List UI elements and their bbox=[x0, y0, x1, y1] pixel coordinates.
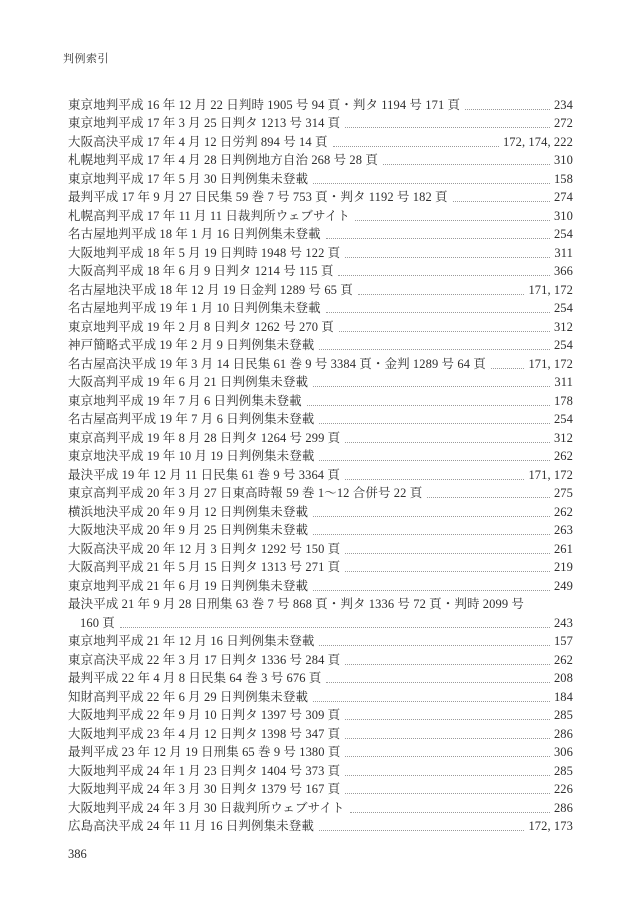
index-entry-row bbox=[68, 687, 573, 706]
entry-page-refs: 311 bbox=[554, 245, 573, 260]
entry-page-refs: 285 bbox=[553, 708, 573, 722]
entry-page-refs: 311 bbox=[554, 375, 573, 389]
index-entry-row bbox=[68, 95, 573, 114]
dot-leader bbox=[313, 386, 550, 387]
entry-page-refs: 262 bbox=[553, 449, 573, 463]
entry-citation: 東京高判平成 20 年 3 月 27 日東高時報 59 巻 1～12 合併号 22 頁 bbox=[68, 486, 423, 500]
index-entry-row bbox=[68, 465, 573, 484]
entry-page-refs: 171, 172 bbox=[528, 356, 573, 371]
index-entry-row bbox=[68, 576, 573, 595]
dot-leader bbox=[453, 201, 550, 202]
entry-page-refs: 171, 172 bbox=[528, 282, 573, 297]
entry-page-refs: 254 bbox=[553, 338, 573, 352]
entry-citation: 最決平成 21 年 9 月 28 日刑集 63 巻 7 号 868 頁・判タ 1336 号 72 頁・判時 2099 号 bbox=[68, 597, 525, 611]
entry-citation: 大阪高判平成 21 年 5 月 15 日判タ 1313 号 271 頁 bbox=[68, 560, 341, 574]
dot-leader bbox=[345, 775, 550, 776]
entry-citation: 名古屋地判平成 18 年 1 月 16 日判例集未登載 bbox=[68, 227, 321, 241]
entry-citation: 知財高判平成 22 年 6 月 29 日判例集未登載 bbox=[68, 689, 309, 704]
index-entry-row bbox=[68, 114, 573, 133]
dot-leader bbox=[345, 756, 549, 757]
entry-page-refs: 172, 174, 222 bbox=[502, 134, 573, 149]
entry-citation: 大阪地判平成 22 年 9 月 10 日判タ 1397 号 309 頁 bbox=[68, 708, 341, 722]
entry-citation: 東京地判平成 16 年 12 月 22 日判時 1905 号 94 頁・判タ 1194 号 171 頁 bbox=[68, 97, 461, 112]
index-entry-row bbox=[68, 188, 573, 207]
dot-leader bbox=[345, 719, 550, 720]
entry-page-refs: 208 bbox=[553, 671, 573, 685]
entry-page-refs: 249 bbox=[553, 578, 573, 593]
entry-citation: 横浜地決平成 20 年 9 月 12 日判例集未登載 bbox=[68, 504, 309, 519]
dot-leader bbox=[345, 442, 550, 443]
entry-page-refs: 275 bbox=[553, 486, 573, 500]
dot-leader bbox=[319, 349, 550, 350]
entry-page-refs: 243 bbox=[553, 615, 573, 630]
index-entry-row bbox=[68, 632, 573, 651]
dot-leader bbox=[319, 830, 524, 831]
dot-leader bbox=[345, 664, 550, 665]
index-entry-row bbox=[68, 299, 573, 318]
dot-leader bbox=[319, 645, 549, 646]
entry-page-refs: 226 bbox=[553, 782, 573, 796]
entry-page-refs: 178 bbox=[553, 393, 573, 408]
entry-page-refs: 285 bbox=[553, 763, 573, 778]
dot-leader bbox=[345, 553, 550, 554]
entry-citation: 大阪地判平成 24 年 3 月 30 日裁判所ウェブサイト bbox=[68, 800, 345, 815]
index-entry-row bbox=[68, 151, 573, 170]
index-entry-row bbox=[68, 558, 573, 577]
index-entry-row bbox=[68, 391, 573, 410]
dot-leader bbox=[358, 294, 525, 295]
entry-citation: 最決平成 19 年 12 月 11 日民集 61 巻 9 号 3364 頁 bbox=[68, 467, 340, 482]
index-entry-row bbox=[68, 373, 573, 392]
index-entry-row bbox=[68, 595, 573, 614]
entry-page-refs: 272 bbox=[553, 116, 573, 130]
dot-leader bbox=[383, 164, 550, 165]
index-entry-row bbox=[68, 354, 573, 373]
dot-leader bbox=[326, 682, 550, 683]
entry-citation: 大阪高決平成 20 年 12 月 3 日判タ 1292 号 150 頁 bbox=[68, 541, 341, 556]
index-entry-row bbox=[68, 761, 573, 780]
entry-page-refs: 254 bbox=[553, 301, 573, 315]
entry-citation: 名古屋高判平成 19 年 7 月 6 日判例集未登載 bbox=[68, 412, 315, 426]
entry-citation: 東京地判平成 21 年 6 月 19 日判例集未登載 bbox=[68, 578, 309, 593]
entry-citation: 最判平成 22 年 4 月 8 日民集 64 巻 3 号 676 頁 bbox=[68, 671, 322, 685]
entry-page-refs: 310 bbox=[553, 153, 573, 167]
entry-citation: 最判平成 23 年 12 月 19 日刑集 65 巻 9 号 1380 頁 bbox=[68, 745, 341, 759]
entry-citation: 東京高決平成 22 年 3 月 17 日判タ 1336 号 284 頁 bbox=[68, 652, 341, 667]
entry-citation: 東京地判平成 19 年 2 月 8 日判タ 1262 号 270 頁 bbox=[68, 319, 334, 334]
index-entry-row bbox=[68, 706, 573, 725]
entry-citation: 東京地判平成 19 年 7 月 6 日判例集未登載 bbox=[68, 393, 302, 408]
dot-leader bbox=[345, 738, 550, 739]
dot-leader bbox=[326, 312, 550, 313]
entry-citation: 大阪高決平成 17 年 4 月 12 日労判 894 号 14 頁 bbox=[68, 134, 328, 149]
index-entry-row bbox=[68, 336, 573, 355]
entry-citation: 東京地判平成 17 年 3 月 25 日判タ 1213 号 314 頁 bbox=[68, 116, 341, 130]
dot-leader bbox=[319, 460, 549, 461]
entry-citation: 大阪地決平成 20 年 9 月 25 日判例集未登載 bbox=[68, 523, 309, 537]
dot-leader bbox=[120, 627, 550, 628]
entry-citation: 最判平成 17 年 9 月 27 日民集 59 巻 7 号 753 頁・判タ 1192 号 182 頁 bbox=[68, 190, 448, 204]
index-entry-row bbox=[68, 280, 573, 299]
dot-leader bbox=[345, 479, 524, 480]
entry-page-refs: 172, 173 bbox=[528, 819, 573, 833]
index-entry-row bbox=[68, 262, 573, 281]
entry-page-refs: 312 bbox=[553, 319, 573, 334]
index-entry-row bbox=[68, 447, 573, 466]
entry-citation: 大阪地判平成 24 年 1 月 23 日判タ 1404 号 373 頁 bbox=[68, 763, 341, 778]
dot-leader bbox=[338, 275, 550, 276]
running-head: 判例索引 bbox=[63, 53, 109, 65]
entry-citation: 東京地決平成 19 年 10 月 19 日判例集未登載 bbox=[68, 449, 315, 463]
index-entry-row bbox=[68, 206, 573, 225]
index-entry-row bbox=[68, 225, 573, 244]
dot-leader bbox=[313, 516, 550, 517]
entry-citation: 札幌地判平成 17 年 4 月 28 日判例地方自治 268 号 28 頁 bbox=[68, 153, 378, 167]
index-entry-row bbox=[68, 502, 573, 521]
entry-citation: 名古屋地決平成 18 年 12 月 19 日金判 1289 号 65 頁 bbox=[68, 282, 353, 297]
dot-leader bbox=[339, 331, 550, 332]
entry-citation: 広島高決平成 24 年 11 月 16 日判例集未登載 bbox=[68, 819, 314, 833]
entry-page-refs: 286 bbox=[553, 726, 573, 741]
entry-page-refs: 262 bbox=[553, 504, 573, 519]
index-entry-row bbox=[68, 817, 573, 836]
dot-leader bbox=[319, 423, 550, 424]
entry-page-refs: 262 bbox=[553, 652, 573, 667]
entry-page-refs: 286 bbox=[553, 800, 573, 815]
index-entry-row bbox=[68, 650, 573, 669]
entry-citation: 大阪地判平成 24 年 3 月 30 日判タ 1379 号 167 頁 bbox=[68, 782, 341, 796]
dot-leader bbox=[345, 793, 550, 794]
dot-leader bbox=[491, 368, 525, 369]
entry-citation: 大阪地判平成 18 年 5 月 19 日判時 1948 号 122 頁 bbox=[68, 245, 341, 260]
entry-page-refs: 158 bbox=[553, 171, 573, 186]
dot-leader bbox=[313, 534, 550, 535]
dot-leader bbox=[350, 812, 550, 813]
dot-leader bbox=[313, 701, 550, 702]
entry-page-refs: 263 bbox=[553, 523, 573, 537]
case-index-list bbox=[68, 95, 573, 835]
entry-citation: 東京地判平成 17 年 5 月 30 日判例集未登載 bbox=[68, 171, 309, 186]
entry-citation: 東京地判平成 21 年 12 月 16 日判例集未登載 bbox=[68, 634, 315, 648]
entry-citation: 大阪地判平成 23 年 4 月 12 日判タ 1398 号 347 頁 bbox=[68, 726, 341, 741]
entry-page-refs: 219 bbox=[553, 560, 573, 574]
entry-citation: 大阪高判平成 19 年 6 月 21 日判例集未登載 bbox=[68, 375, 309, 389]
dot-leader bbox=[313, 183, 550, 184]
index-entry-row bbox=[68, 410, 573, 429]
dot-leader bbox=[345, 257, 550, 258]
dot-leader bbox=[313, 590, 550, 591]
entry-page-refs: 261 bbox=[553, 541, 573, 556]
entry-citation: 名古屋地判平成 19 年 1 月 10 日判例集未登載 bbox=[68, 301, 321, 315]
index-entry-row bbox=[68, 798, 573, 817]
index-entry-row bbox=[68, 780, 573, 799]
entry-citation: 札幌高判平成 17 年 11 月 11 日裁判所ウェブサイト bbox=[68, 208, 350, 223]
entry-citation: 160 頁 bbox=[80, 615, 115, 630]
index-entry-row bbox=[68, 613, 573, 632]
index-entry-row bbox=[68, 743, 573, 762]
entry-page-refs: 254 bbox=[553, 227, 573, 241]
entry-citation: 名古屋高決平成 19 年 3 月 14 日民集 61 巻 9 号 3384 頁・金判 1289 号 64 頁 bbox=[68, 356, 486, 371]
index-entry-row bbox=[68, 132, 573, 151]
index-entry-row bbox=[68, 169, 573, 188]
dot-leader bbox=[427, 497, 550, 498]
dot-leader bbox=[326, 238, 550, 239]
index-entry-row bbox=[68, 539, 573, 558]
dot-leader bbox=[307, 405, 550, 406]
dot-leader bbox=[465, 109, 550, 110]
dot-leader bbox=[333, 146, 499, 147]
index-entry-row bbox=[68, 669, 573, 688]
entry-page-refs: 274 bbox=[553, 190, 573, 204]
entry-citation: 神戸簡略式平成 19 年 2 月 9 日判例集未登載 bbox=[68, 338, 315, 352]
dot-leader bbox=[345, 127, 550, 128]
index-entry-row bbox=[68, 243, 573, 262]
dot-leader bbox=[345, 571, 550, 572]
index-entry-row bbox=[68, 428, 573, 447]
entry-citation: 東京高判平成 19 年 8 月 28 日判タ 1264 号 299 頁 bbox=[68, 430, 341, 445]
entry-page-refs: 184 bbox=[553, 689, 573, 704]
entry-page-refs: 171, 172 bbox=[528, 467, 573, 482]
dot-leader bbox=[355, 220, 550, 221]
entry-citation: 大阪高判平成 18 年 6 月 9 日判タ 1214 号 115 頁 bbox=[68, 264, 334, 278]
page-number: 386 bbox=[68, 847, 87, 861]
index-entry-row bbox=[68, 317, 573, 336]
index-entry-row bbox=[68, 521, 573, 540]
index-entry-row bbox=[68, 724, 573, 743]
entry-page-refs: 312 bbox=[553, 430, 573, 445]
entry-page-refs: 310 bbox=[553, 208, 573, 223]
entry-page-refs: 254 bbox=[553, 412, 573, 426]
entry-page-refs: 157 bbox=[553, 634, 573, 648]
entry-page-refs: 306 bbox=[553, 745, 573, 759]
entry-page-refs: 234 bbox=[553, 97, 573, 112]
index-entry-row bbox=[68, 484, 573, 503]
entry-page-refs: 366 bbox=[553, 264, 573, 278]
